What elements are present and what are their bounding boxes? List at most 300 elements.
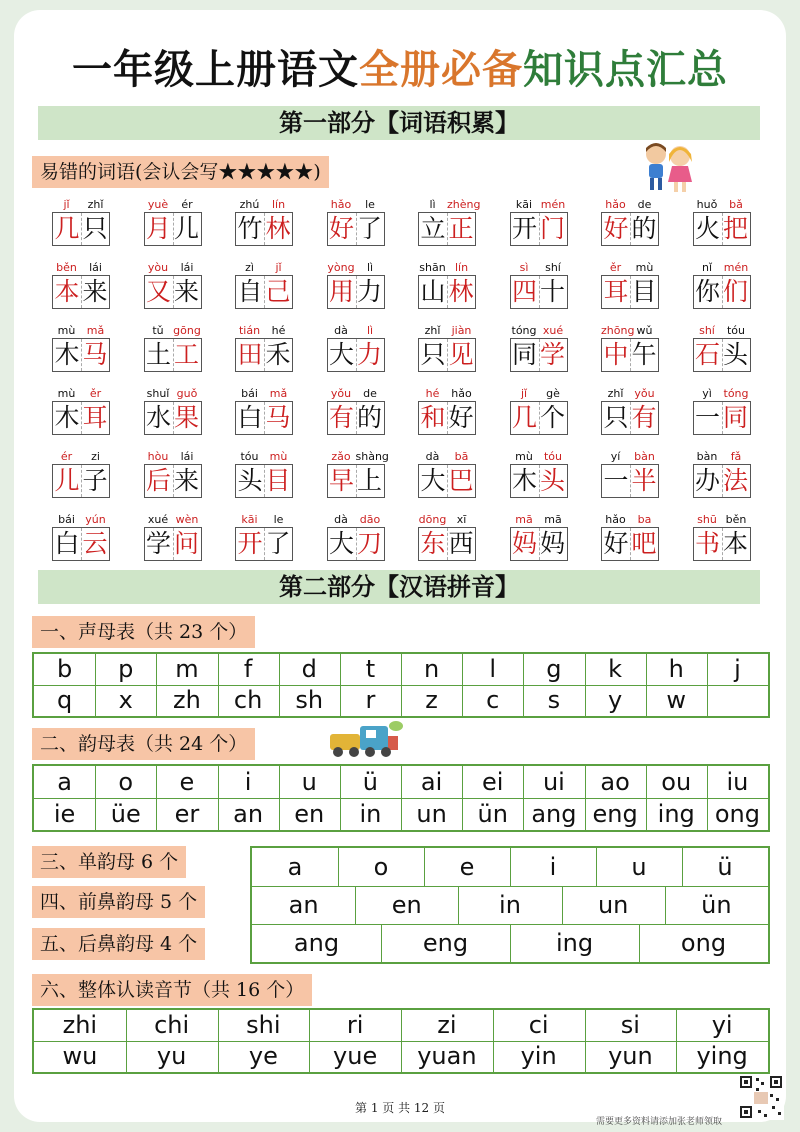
hanzi-character: 竹 <box>237 214 263 243</box>
final-group-cell: ün <box>701 891 732 919</box>
table-divider <box>424 848 425 886</box>
word-card <box>52 450 110 500</box>
table-divider <box>585 1041 586 1072</box>
table-divider <box>218 1010 219 1041</box>
word-characters <box>327 464 385 498</box>
word-pinyin <box>327 450 389 464</box>
pinyin-syllable: mù <box>57 324 76 337</box>
word-pinyin <box>693 324 751 338</box>
hanzi-character: 头 <box>539 466 565 495</box>
word-characters <box>235 464 293 498</box>
final-cell: an <box>233 800 264 828</box>
final-cell: eng <box>592 800 638 828</box>
pinyin-syllable: hǎo <box>451 387 472 400</box>
table-divider <box>218 685 219 716</box>
hanzi-character: 林 <box>265 214 291 243</box>
final-cell: in <box>359 800 382 828</box>
word-card <box>510 387 568 437</box>
syllable-cell: shi <box>246 1011 281 1039</box>
table-divider <box>401 1041 402 1072</box>
word-pinyin <box>52 513 110 527</box>
word-characters <box>144 275 202 309</box>
syllable-cell: yun <box>608 1042 653 1070</box>
table-divider <box>340 685 341 716</box>
pinyin-syllable: hǎo <box>330 198 352 211</box>
pinyin-syllable: dà <box>425 450 440 463</box>
table-divider <box>646 654 647 685</box>
table-divider <box>401 798 402 830</box>
word-pinyin <box>601 513 659 527</box>
hanzi-character: 工 <box>173 340 199 369</box>
table-divider <box>639 924 640 962</box>
finals-table <box>32 764 770 832</box>
pinyin-syllable: gōng <box>173 324 201 337</box>
table-divider <box>95 654 96 685</box>
finals-groups-table <box>250 846 770 964</box>
pinyin-syllable: jǐ <box>275 261 282 274</box>
hanzi-character: 大 <box>328 340 354 369</box>
pinyin-syllable: shàng <box>355 450 389 463</box>
word-pinyin <box>510 324 568 338</box>
hanzi-character: 头 <box>722 340 748 369</box>
word-characters <box>235 212 293 246</box>
pinyin-syllable: xī <box>456 513 467 526</box>
label-whole-syllables: 六、整体认读音节（共 16 个） <box>32 974 312 1006</box>
word-card <box>235 324 293 374</box>
word-card <box>418 450 476 500</box>
final-cell: ang <box>531 800 577 828</box>
pinyin-syllable: hǎo <box>605 513 626 526</box>
pinyin-syllable: dà <box>334 324 348 337</box>
pinyin-syllable: zhōng <box>601 324 635 337</box>
word-pinyin <box>235 324 293 338</box>
table-divider <box>340 766 341 798</box>
pinyin-syllable: hòu <box>147 450 169 463</box>
word-characters <box>144 338 202 372</box>
word-pinyin <box>418 513 476 527</box>
word-characters <box>144 401 202 435</box>
toy-train-icon <box>326 718 406 760</box>
word-characters <box>52 338 110 372</box>
word-card <box>510 198 568 248</box>
word-pinyin <box>144 198 202 212</box>
word-card <box>144 324 202 374</box>
pinyin-syllable: hǎo <box>605 198 626 211</box>
word-pinyin <box>693 198 751 212</box>
pinyin-syllable: yì <box>702 387 712 400</box>
hanzi-character: 一 <box>694 403 720 432</box>
hanzi-character: 十 <box>539 277 565 306</box>
hanzi-character: 把 <box>722 214 748 243</box>
pinyin-syllable: shū <box>697 513 717 526</box>
initial-cell: f <box>243 655 253 683</box>
word-characters <box>601 212 659 246</box>
pinyin-syllable: běn <box>56 261 77 274</box>
hanzi-character: 好 <box>328 214 354 243</box>
word-pinyin <box>510 387 568 401</box>
whole-syllables-table <box>32 1008 770 1074</box>
initial-cell: b <box>56 655 73 683</box>
pinyin-syllable: mù <box>269 450 288 463</box>
table-divider <box>279 798 280 830</box>
pinyin-syllable: huǒ <box>696 198 718 211</box>
word-characters <box>327 338 385 372</box>
hanzi-character: 吧 <box>631 529 657 558</box>
initial-cell: r <box>365 686 376 714</box>
word-characters <box>52 464 110 498</box>
word-pinyin <box>52 387 110 401</box>
hanzi-character: 的 <box>356 403 382 432</box>
final-cell: ü <box>362 768 379 796</box>
word-pinyin <box>327 261 385 275</box>
initial-cell: d <box>301 655 317 683</box>
pinyin-syllable: běn <box>725 513 747 526</box>
word-pinyin <box>510 198 568 212</box>
word-characters <box>601 338 659 372</box>
label-error-prone-words: 易错的词语(会认会写★★★★★) <box>32 156 329 188</box>
pinyin-syllable: mù <box>515 450 533 463</box>
hanzi-character: 力 <box>356 277 382 306</box>
hanzi-character: 问 <box>173 529 199 558</box>
word-pinyin <box>235 387 293 401</box>
word-characters <box>327 401 385 435</box>
section-heading-vocabulary: 第一部分【词语积累】 <box>38 106 760 140</box>
initial-cell: s <box>547 686 561 714</box>
hanzi-character: 好 <box>448 403 474 432</box>
table-divider <box>523 798 524 830</box>
pinyin-syllable: lì <box>366 261 374 274</box>
footer-note: 需要更多资料请添加张老师领取 <box>596 1117 723 1127</box>
word-card <box>601 513 659 563</box>
initial-cell: zh <box>173 686 201 714</box>
pinyin-syllable: gè <box>546 387 560 400</box>
hanzi-character: 立 <box>420 214 446 243</box>
pinyin-syllable: mǎ <box>86 324 105 337</box>
hanzi-character: 白 <box>54 529 80 558</box>
word-pinyin <box>510 513 568 527</box>
hanzi-character: 儿 <box>54 466 80 495</box>
hanzi-character: 有 <box>328 403 354 432</box>
word-characters <box>601 464 659 498</box>
pinyin-syllable: xué <box>542 324 564 337</box>
pinyin-syllable: lì <box>366 324 374 337</box>
hanzi-character: 开 <box>511 214 537 243</box>
word-card <box>235 198 293 248</box>
final-cell: ao <box>600 768 630 796</box>
word-card <box>144 261 202 311</box>
table-divider <box>218 654 219 685</box>
table-divider <box>646 685 647 716</box>
pinyin-syllable: zhǐ <box>607 387 624 400</box>
word-pinyin <box>418 450 476 464</box>
final-cell: a <box>57 768 72 796</box>
pinyin-syllable: le <box>365 198 375 211</box>
table-divider <box>585 685 586 716</box>
table-divider <box>218 766 219 798</box>
table-divider <box>279 685 280 716</box>
word-characters <box>418 338 476 372</box>
word-card <box>693 324 751 374</box>
pinyin-syllable: ěr <box>89 387 102 400</box>
word-card <box>52 513 110 563</box>
table-divider <box>493 1041 494 1072</box>
word-characters <box>327 275 385 309</box>
word-characters <box>601 527 659 561</box>
table-divider <box>585 766 586 798</box>
word-characters <box>510 275 568 309</box>
hanzi-character: 来 <box>82 277 108 306</box>
hanzi-character: 本 <box>722 529 748 558</box>
pinyin-syllable: yòu <box>147 261 169 274</box>
table-divider <box>596 848 597 886</box>
word-card <box>601 198 659 248</box>
word-characters <box>235 401 293 435</box>
pinyin-syllable: jiàn <box>451 324 472 337</box>
initial-cell: y <box>607 686 623 714</box>
pinyin-syllable: bā <box>454 450 469 463</box>
final-group-cell: in <box>499 891 521 919</box>
word-pinyin <box>144 513 202 527</box>
hanzi-character: 中 <box>603 340 629 369</box>
word-card <box>693 198 751 248</box>
hanzi-character: 半 <box>631 466 657 495</box>
hanzi-character: 只 <box>82 214 108 243</box>
pinyin-syllable: dà <box>334 513 348 526</box>
pinyin-syllable: ér <box>181 198 193 211</box>
syllable-cell: yu <box>156 1042 187 1070</box>
final-cell: ie <box>53 800 76 828</box>
pinyin-syllable: tóng <box>723 387 749 400</box>
word-card <box>144 513 202 563</box>
table-divider <box>462 685 463 716</box>
final-cell: ong <box>714 800 760 828</box>
pinyin-syllable: lái <box>180 450 194 463</box>
word-pinyin <box>418 324 476 338</box>
final-group-cell: u <box>631 853 647 881</box>
pinyin-syllable: jǐ <box>520 387 528 400</box>
hanzi-character: 了 <box>265 529 291 558</box>
word-card <box>327 198 385 248</box>
word-pinyin <box>235 450 293 464</box>
pinyin-syllable: de <box>637 198 652 211</box>
word-card <box>235 450 293 500</box>
final-cell: ui <box>542 768 565 796</box>
label-front-nasal: 四、前鼻韵母 5 个 <box>32 886 205 918</box>
word-pinyin <box>52 261 110 275</box>
label-single-finals: 三、单韵母 6 个 <box>32 846 186 878</box>
final-cell: er <box>174 800 200 828</box>
table-divider <box>707 798 708 830</box>
pinyin-syllable: shí <box>699 324 715 337</box>
table-divider <box>156 766 157 798</box>
word-card <box>693 513 751 563</box>
pinyin-syllable: dāo <box>359 513 381 526</box>
pinyin-syllable: mén <box>723 261 749 274</box>
word-card <box>327 387 385 437</box>
initial-cell: x <box>118 686 133 714</box>
table-divider <box>585 1010 586 1041</box>
word-card <box>418 387 476 437</box>
hanzi-character: 田 <box>237 340 263 369</box>
hanzi-character: 妈 <box>539 529 565 558</box>
pinyin-syllable: lái <box>89 261 102 274</box>
hanzi-character: 西 <box>448 529 474 558</box>
final-cell: ing <box>657 800 695 828</box>
table-divider <box>510 924 511 962</box>
pinyin-syllable: zhú <box>239 198 260 211</box>
pinyin-syllable: bái <box>241 387 258 400</box>
pinyin-syllable: tóng <box>511 324 537 337</box>
table-divider <box>585 798 586 830</box>
syllable-cell: ying <box>696 1042 748 1070</box>
word-characters <box>235 338 293 372</box>
pinyin-syllable: zhǐ <box>424 324 441 337</box>
pinyin-syllable: yǒu <box>634 387 655 400</box>
hanzi-character: 几 <box>54 214 80 243</box>
pinyin-syllable: bǎ <box>729 198 743 211</box>
label-initials: 一、声母表（共 23 个） <box>32 616 255 648</box>
pinyin-syllable: sì <box>519 261 529 274</box>
hanzi-character: 开 <box>237 529 263 558</box>
hanzi-character: 来 <box>173 466 199 495</box>
word-card <box>52 198 110 248</box>
word-card <box>510 450 568 500</box>
table-divider <box>682 848 683 886</box>
hanzi-character: 云 <box>82 529 108 558</box>
word-card <box>327 513 385 563</box>
hanzi-character: 只 <box>420 340 446 369</box>
table-divider <box>401 685 402 716</box>
hanzi-character: 几 <box>511 403 537 432</box>
table-divider <box>156 798 157 830</box>
final-group-cell: ing <box>555 929 594 957</box>
word-characters <box>52 275 110 309</box>
syllable-cell: yue <box>333 1042 378 1070</box>
pinyin-syllable: mù <box>635 261 654 274</box>
word-pinyin <box>327 198 385 212</box>
table-divider <box>676 1010 677 1041</box>
hanzi-character: 后 <box>145 466 171 495</box>
table-divider <box>95 798 96 830</box>
hanzi-character: 书 <box>694 529 720 558</box>
hanzi-character: 又 <box>145 277 171 306</box>
table-divider <box>585 654 586 685</box>
hanzi-character: 只 <box>603 403 629 432</box>
label-finals: 二、韵母表（共 24 个） <box>32 728 255 760</box>
word-characters <box>52 401 110 435</box>
pinyin-syllable: shí <box>545 261 561 274</box>
table-divider <box>510 848 511 886</box>
word-pinyin <box>52 450 110 464</box>
initial-cell: z <box>425 686 438 714</box>
final-group-cell: a <box>287 853 303 881</box>
table-divider <box>126 1041 127 1072</box>
hanzi-character: 们 <box>722 277 748 306</box>
table-divider <box>401 654 402 685</box>
hanzi-character: 大 <box>420 466 446 495</box>
pinyin-syllable: tǔ <box>152 324 164 337</box>
qr-code-icon <box>738 1074 784 1120</box>
word-characters <box>52 527 110 561</box>
word-pinyin <box>327 513 385 527</box>
syllable-cell: zi <box>437 1011 457 1039</box>
word-characters <box>144 212 202 246</box>
pinyin-syllable: bàn <box>696 450 718 463</box>
hanzi-character: 林 <box>448 277 474 306</box>
table-divider <box>279 654 280 685</box>
table-divider <box>523 654 524 685</box>
word-pinyin <box>693 450 751 464</box>
hanzi-character: 子 <box>82 466 108 495</box>
word-card <box>601 261 659 311</box>
initial-cell: t <box>365 655 376 683</box>
pinyin-syllable: kāi <box>241 513 258 526</box>
word-pinyin <box>144 387 202 401</box>
pinyin-syllable: ba <box>637 513 652 526</box>
pinyin-syllable: tián <box>238 324 261 337</box>
word-characters <box>418 527 476 561</box>
word-card <box>693 387 751 437</box>
final-group-cell: i <box>549 853 557 881</box>
hanzi-character: 门 <box>539 214 565 243</box>
syllable-cell: ci <box>528 1011 549 1039</box>
hanzi-character: 果 <box>173 403 199 432</box>
initial-cell: l <box>489 655 497 683</box>
pinyin-syllable: tóu <box>543 450 562 463</box>
word-card <box>418 513 476 563</box>
final-group-cell: en <box>391 891 422 919</box>
hanzi-character: 刀 <box>356 529 382 558</box>
word-card <box>144 198 202 248</box>
final-group-cell: ong <box>680 929 727 957</box>
table-divider <box>126 1010 127 1041</box>
word-card <box>418 261 476 311</box>
title-part-1: 一年级上册语文 <box>72 46 359 93</box>
word-characters <box>510 527 568 561</box>
pinyin-syllable: fǎ <box>730 450 742 463</box>
final-group-cell: an <box>288 891 319 919</box>
initial-cell: ch <box>233 686 263 714</box>
table-divider <box>646 798 647 830</box>
final-cell: i <box>244 768 252 796</box>
table-divider <box>309 1010 310 1041</box>
word-pinyin <box>52 324 110 338</box>
pinyin-syllable: wèn <box>175 513 199 526</box>
hanzi-character: 办 <box>694 466 720 495</box>
word-characters <box>327 212 385 246</box>
table-divider <box>676 1041 677 1072</box>
table-divider <box>355 886 356 924</box>
word-card <box>510 324 568 374</box>
pinyin-syllable: zi <box>91 450 100 463</box>
table-divider <box>707 766 708 798</box>
word-pinyin <box>144 450 202 464</box>
hanzi-character: 力 <box>356 340 382 369</box>
table-divider <box>218 1041 219 1072</box>
table-divider <box>462 766 463 798</box>
hanzi-character: 正 <box>448 214 474 243</box>
syllable-cell: yi <box>711 1011 733 1039</box>
hanzi-character: 本 <box>54 277 80 306</box>
initial-cell: n <box>423 655 440 683</box>
pinyin-syllable: zhǐ <box>87 198 104 211</box>
final-cell: u <box>301 768 317 796</box>
hanzi-character: 同 <box>722 403 748 432</box>
table-divider <box>401 766 402 798</box>
pinyin-syllable: mā <box>544 513 562 526</box>
hanzi-character: 一 <box>603 466 629 495</box>
initial-cell: c <box>486 686 500 714</box>
